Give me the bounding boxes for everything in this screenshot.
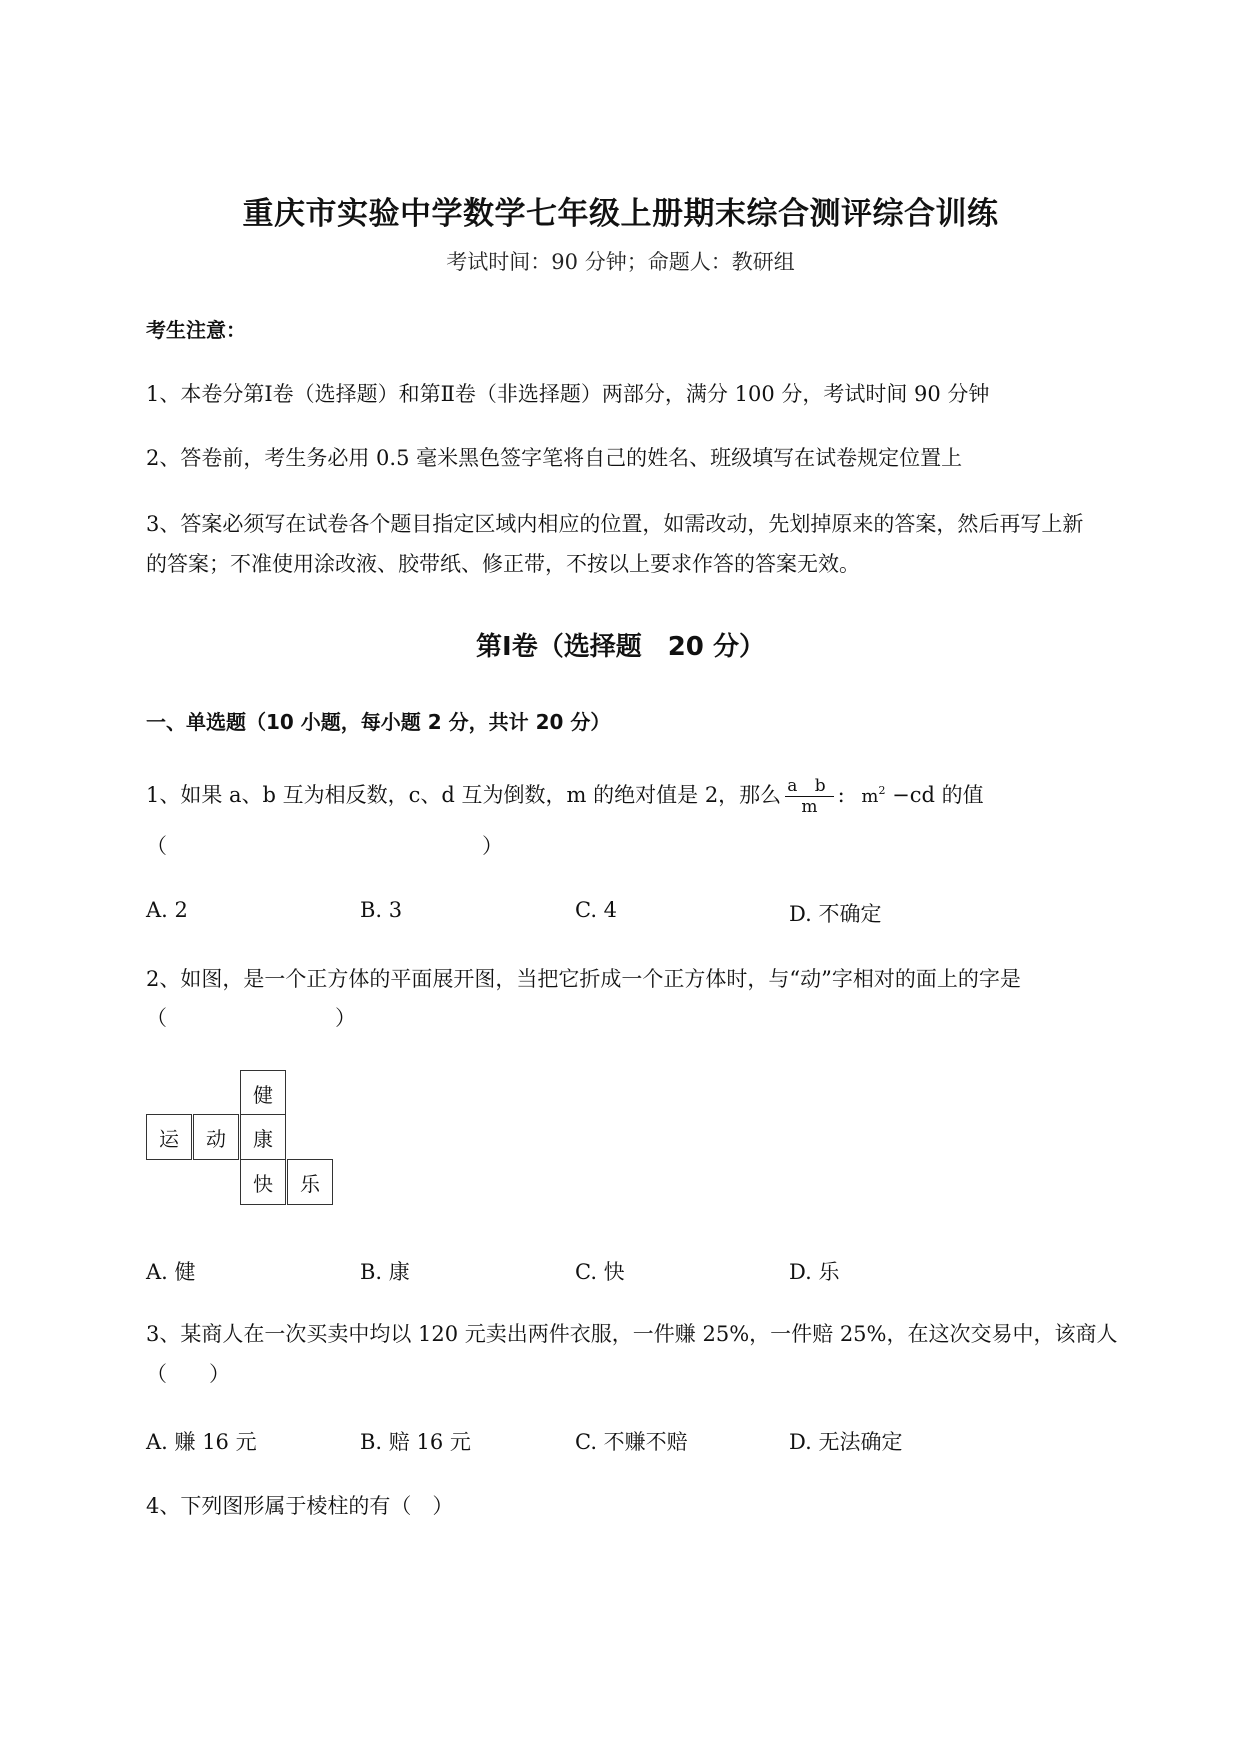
notice-item-1: 1、本卷分第Ⅰ卷（选择题）和第Ⅱ卷（非选择题）两部分，满分 100 分，考试时间 90 分钟 [146,382,990,406]
question-2-answer-paren: （ ） [146,1006,356,1030]
question-1-option-c: C. 4 [575,898,618,922]
exam-title: 重庆市实验中学数学七年级上册期末综合测评综合训练 [242,196,999,232]
question-2-option-b: B. 康 [360,1260,410,1284]
net-face-kang: 康 [240,1114,286,1160]
question-3-option-a: A. 赚 16 元 [146,1430,257,1454]
part-heading: 一、单选题（10 小题，每小题 2 分，共计 20 分） [146,710,611,734]
fraction [785,776,833,817]
exam-subtitle: 考试时间：90 分钟；命题人：教研组 [446,250,795,274]
question-1-text: 1、如果 a、b 互为相反数，c、d 互为倒数，m 的绝对值是 2，那么 [146,783,782,807]
net-face-kuai: 快 [240,1159,286,1205]
section-title: 第Ⅰ卷（选择题 20 分） [476,632,765,662]
question-2-option-d: D. 乐 [789,1260,840,1284]
expression-tail: −cd 的值 [892,783,984,807]
question-3-answer-paren: （ ） [146,1362,230,1386]
cube-net-figure [146,1070,336,1210]
notice-item-3-continued: 的答案；不准使用涂改液、胶带纸、修正带，不按以上要求作答的答案无效。 [146,552,860,576]
question-3-option-b: B. 赔 16 元 [360,1430,471,1454]
fraction-denominator: m [801,797,818,817]
question-3-option-d: D. 无法确定 [789,1430,903,1454]
question-1-answer-paren: （ ） [146,834,503,858]
question-2-option-a: A. 健 [146,1260,196,1284]
question-2-option-c: C. 快 [575,1260,625,1284]
net-face-jian: 健 [240,1070,286,1116]
notice-heading: 考生注意： [146,318,246,342]
expression-m: m [861,786,879,807]
notice-item-2: 2、答卷前，考生务必用 0.5 毫米黑色签字笔将自己的姓名、班级填写在试卷规定位置上 [146,446,963,470]
notice-item-3: 3、答案必须写在试卷各个题目指定区域内相应的位置，如需改动，先划掉原来的答案，然后再写上新 [146,512,1084,536]
question-1-option-d: D. 不确定 [789,902,882,926]
question-1-stem [146,776,984,817]
question-1-option-a: A. 2 [146,898,188,922]
question-3-option-c: C. 不赚不赔 [575,1430,688,1454]
fraction-separator: : [837,783,845,807]
net-face-le: 乐 [287,1159,333,1205]
net-face-yun: 运 [146,1114,192,1160]
question-4-stem: 4、下列图形属于棱柱的有（ ） [146,1494,454,1518]
fraction-numerator: a b [787,776,832,796]
question-1-option-b: B. 3 [360,898,403,922]
expression-exponent: 2 [878,784,886,797]
net-face-dong: 动 [193,1114,239,1160]
question-2-stem: 2、如图，是一个正方体的平面展开图，当把它折成一个正方体时，与“动”字相对的面上的字是 [146,967,1021,991]
question-3-stem: 3、某商人在一次买卖中均以 120 元卖出两件衣服，一件赚 25%，一件赔 25%，在这次交易中，该商人 [146,1322,1118,1346]
